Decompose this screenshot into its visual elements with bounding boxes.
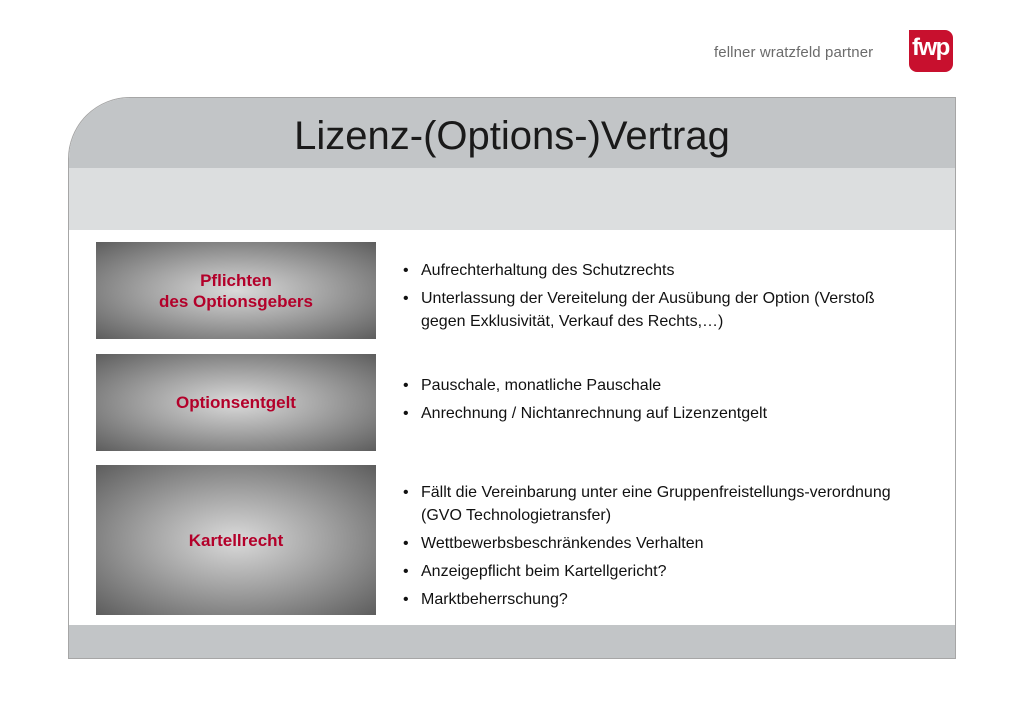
row-label-optionsentgelt: Optionsentgelt — [176, 393, 296, 412]
row-label-box-kartellrecht — [96, 465, 376, 615]
subtitle-band — [69, 168, 955, 230]
fwp-logo — [909, 30, 953, 72]
brand-name: fellner wratzfeld partner — [714, 44, 874, 61]
slide-frame — [68, 97, 956, 659]
brand-header — [704, 28, 956, 76]
footer-band — [69, 625, 955, 658]
row-label-pflichten — [159, 270, 313, 312]
list-item: • Wettbewerbsbeschränkendes Verhalten — [401, 532, 921, 555]
list-item: • Anrechnung / Nichtanrechnung auf Lizenzentgelt — [401, 402, 921, 425]
row-label-kartellrecht: Kartellrecht — [188, 530, 284, 550]
slide-title: Lizenz-(Options-)Vertrag — [294, 114, 730, 158]
list-item: • Unterlassung der Vereitelung der Ausübung der Option (Verstoß gegen Exklusivität, Verkauf des Rechts,…) — [401, 287, 921, 333]
list-item: • Pauschale, monatliche Pauschale — [401, 374, 921, 397]
list-item: • Anzeigepflicht beim Kartellgericht? — [401, 560, 921, 583]
row-label-line1: Pflichten — [200, 270, 272, 290]
row-label-box-optionsentgelt — [96, 354, 376, 451]
list-item: • Marktbeherrschung? — [401, 588, 921, 611]
title-band — [69, 98, 955, 168]
logo-text: fwp — [912, 34, 949, 61]
row-label-box-pflichten — [96, 242, 376, 339]
bullet-list-pflichten — [401, 259, 921, 338]
bullet-list-optionsentgelt — [401, 374, 921, 430]
list-item: • Aufrechterhaltung des Schutzrechts — [401, 259, 921, 282]
list-item: • Fällt die Vereinbarung unter eine Gruppenfreistellungs-verordnung (GVO Technologietransfer) — [401, 481, 921, 527]
row-label-line2: des Optionsgebers — [159, 291, 313, 311]
bullet-list-kartellrecht — [401, 481, 921, 616]
